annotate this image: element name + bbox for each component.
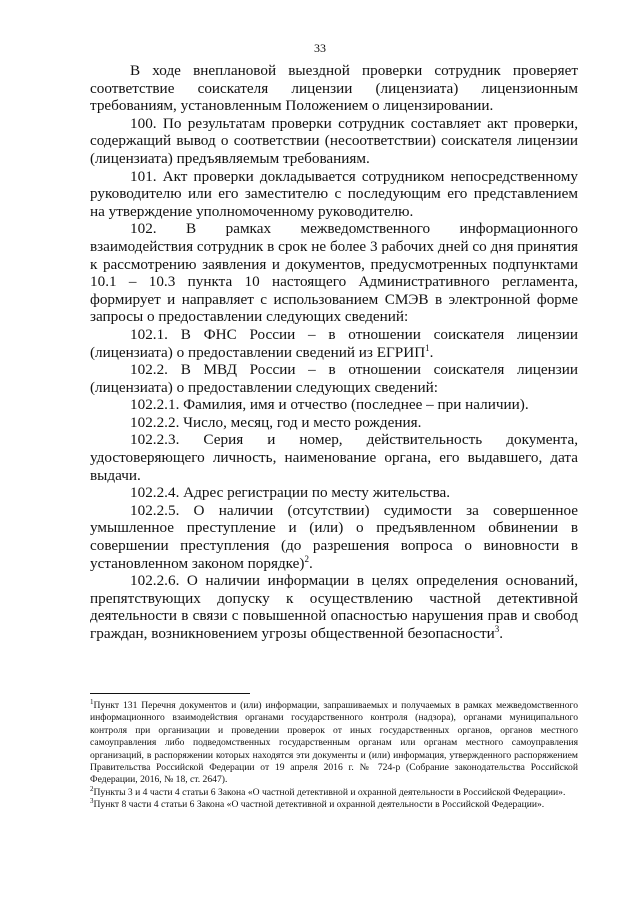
page-number: 33 — [314, 41, 326, 55]
footnote-text: Пункты 3 и 4 части 4 статьи 6 Закона «О частной детективной и охранной деятельности в Российской Федерации». — [93, 786, 566, 798]
footnotes — [90, 700, 578, 812]
paragraph-102-2-3: 102.2.3. Серия и номер, действительность документа, удостоверяющего личность, наименование органа, его выдавшего, дата выдачи. — [90, 431, 578, 484]
paragraph-tail: . — [429, 343, 434, 361]
footnote-text: Пункт 131 Перечня документов и (или) информации, запрашиваемых и получаемых в рамках межведомственного информационного взаимодействия органами государственного контроля (надзора), органами муниципального контроля при организации и проведении проверок от иных государственных органов, органов местного самоуправления либо подведомственных государственным органам или органам местного самоуправления организаций, в распоряжении которых находятся эти документы и (или) информация, утвержденного распоряжением Правительства Российской Федерации от 19 апреля 2016 г. № 724-р (Собрание законодательства Российской Федерации, 2016, № 18, ст. 2647). — [90, 700, 578, 786]
paragraph-102-2: 102.2. В МВД России – в отношении соискателя лицензии (лицензиата) о предоставлении следующих сведений: — [90, 361, 578, 396]
paragraph-102: 102. В рамках межведомственного информационного взаимодействия сотрудник в срок не более 3 рабочих дней со дня принятия к рассмотрению заявления и документов, предусмотренных подпунктами 10.1 – 10.3 пункта 10 настоящего Административного регламента, формирует и направляет с использованием СМЭВ в электронной форме запросы о предоставлении следующих сведений: — [90, 220, 578, 326]
paragraph-102-2-4: 102.2.4. Адрес регистрации по месту жительства. — [130, 484, 451, 502]
footnote-ref: 1 — [425, 342, 430, 353]
paragraph-101: 101. Акт проверки докладывается сотрудником непосредственному руководителю или его заместителю с последующим его представлением на утверждение уполномоченному руководителю. — [90, 167, 578, 220]
paragraph-100: 100. По результатам проверки сотрудник составляет акт проверки, содержащий вывод о соответствии (несоответствии) соискателя лицензии (лицензиата) предъявляемым требованиям. — [90, 114, 578, 167]
paragraph-text: 102.2.5. О наличии (отсутствии) судимости за совершенное умышленное преступление и (или) о предъявленном обвинении в совершении преступления (до разрешения вопроса о виновности в установленном законом порядке) — [90, 501, 578, 572]
footnote-ref: 2 — [304, 553, 309, 564]
footnote-mark: 3 — [90, 797, 94, 806]
footnote-mark: 1 — [90, 698, 94, 706]
footnote-ref: 3 — [494, 624, 500, 634]
paragraph-102-2-2: 102.2.2. Число, месяц, год и место рождения. — [130, 413, 422, 431]
paragraph-text: 102.1. В ФНС России – в отношении соискателя лицензии (лицензиата) о предоставлении сведений из ЕГРИП — [90, 325, 578, 361]
paragraph-text: 102.2.6. О наличии информации в целях определения оснований, препятствующих допуску к осуществлению частной детективной деятельности в связи с повышенной опасностью нарушения прав и свобод граждан, возникновением угрозы общественной безопасности — [90, 572, 578, 642]
paragraph-tail: . — [309, 554, 313, 572]
paragraph-intro: В ходе внеплановой выездной проверки сотрудник проверяет соответствие соискателя лицензии (лицензиата) лицензионным требованиям, установленным Положением о лицензировании. — [90, 62, 578, 115]
paragraph-102-2-5 — [90, 502, 578, 572]
paragraph-102-2-1: 102.2.1. Фамилия, имя и отчество (последнее – при наличии). — [130, 396, 529, 414]
footnote-text: Пункт 8 части 4 статьи 6 Закона «О частной детективной и охранной деятельности в Российской Федерации». — [93, 799, 545, 811]
paragraph-102-2-6 — [90, 572, 578, 642]
paragraph-tail: . — [499, 625, 504, 642]
footnote-2 — [90, 784, 578, 799]
footnote-1 — [90, 700, 578, 787]
document-body — [90, 62, 578, 643]
footnote-3 — [90, 799, 578, 811]
footnote-divider — [90, 693, 250, 694]
paragraph-102-1 — [90, 326, 578, 361]
footnote-mark: 2 — [90, 784, 94, 793]
